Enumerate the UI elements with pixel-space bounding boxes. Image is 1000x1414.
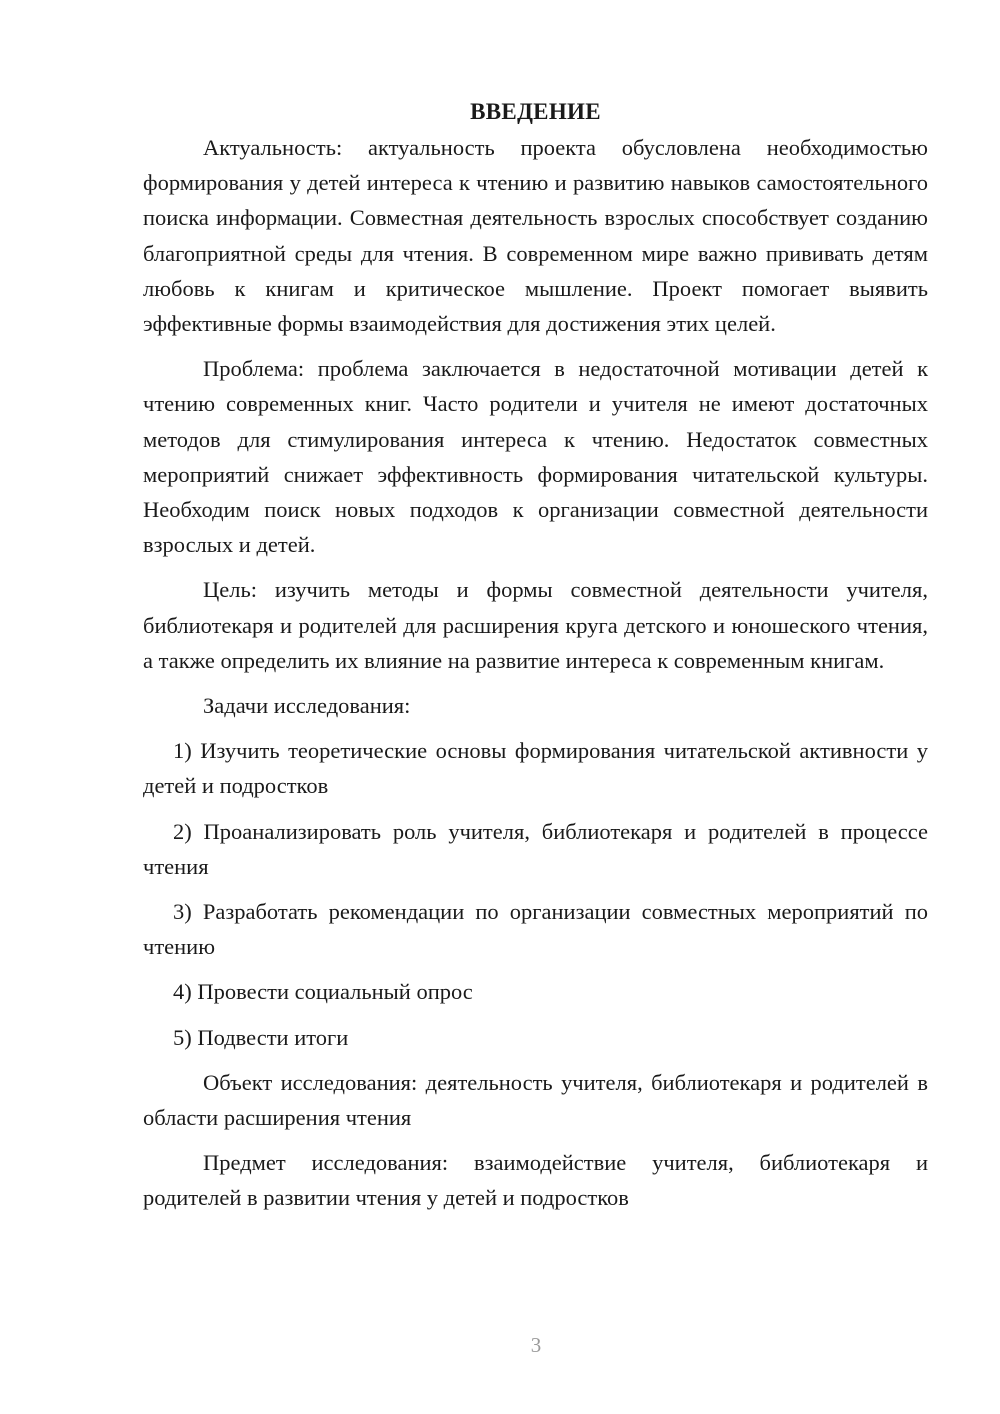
page-content: [143, 94, 928, 1216]
task-item-2: 2) Проанализировать роль учителя, библиотекаря и родителей в процессе чтения: [143, 818, 928, 879]
object-paragraph: Объект исследования: деятельность учителя, библиотекаря и родителей в области расширения чтения: [143, 1069, 928, 1131]
subject-paragraph: Предмет исследования: взаимодействие учителя, библиотекаря и родителей в развитии чтения у детей и подростков: [143, 1150, 928, 1211]
task-item-1: 1) Изучить теоретические основы формирования читательской активности у детей и подростков: [143, 738, 928, 799]
task-item-3: 3) Разработать рекомендации по организации совместных мероприятий по чтению: [143, 899, 928, 960]
task-item-5: 5) Подвести итоги: [173, 1024, 349, 1050]
tasks-title: Задачи исследования:: [203, 693, 411, 719]
section-heading: ВВЕДЕНИЕ: [470, 99, 601, 124]
problem-paragraph: Проблема: проблема заключается в недостаточной мотивации детей к чтению современных книг. Часто родители и учителя не имеют достаточных методов для стимулирования интереса к чтению. Недостаток совместных мероприятий снижает эффективность формирования читательской культуры. Необходим поиск новых подходов к организации совместной деятельности взрослых и детей.: [143, 356, 928, 558]
goal-paragraph: Цель: изучить методы и формы совместной деятельности учителя, библиотекаря и родителей для расширения круга детского и юношеского чтения, а также определить их влияние на развитие интереса к современным книгам.: [143, 577, 928, 673]
page-number: 3: [530, 1333, 542, 1357]
relevance-paragraph: Актуальность: актуальность проекта обусловлена необходимостью формирования у детей интереса к чтению и развитию навыков самостоятельного поиска информации. Совместная деятельность взрослых способствует созданию благоприятной среды для чтения. В современном мире важно прививать детям любовь к книгам и критическое мышление. Проект помогает выявить эффективные формы взаимодействия для достижения этих целей.: [143, 135, 928, 337]
task-item-4: 4) Провести социальный опрос: [173, 979, 473, 1005]
